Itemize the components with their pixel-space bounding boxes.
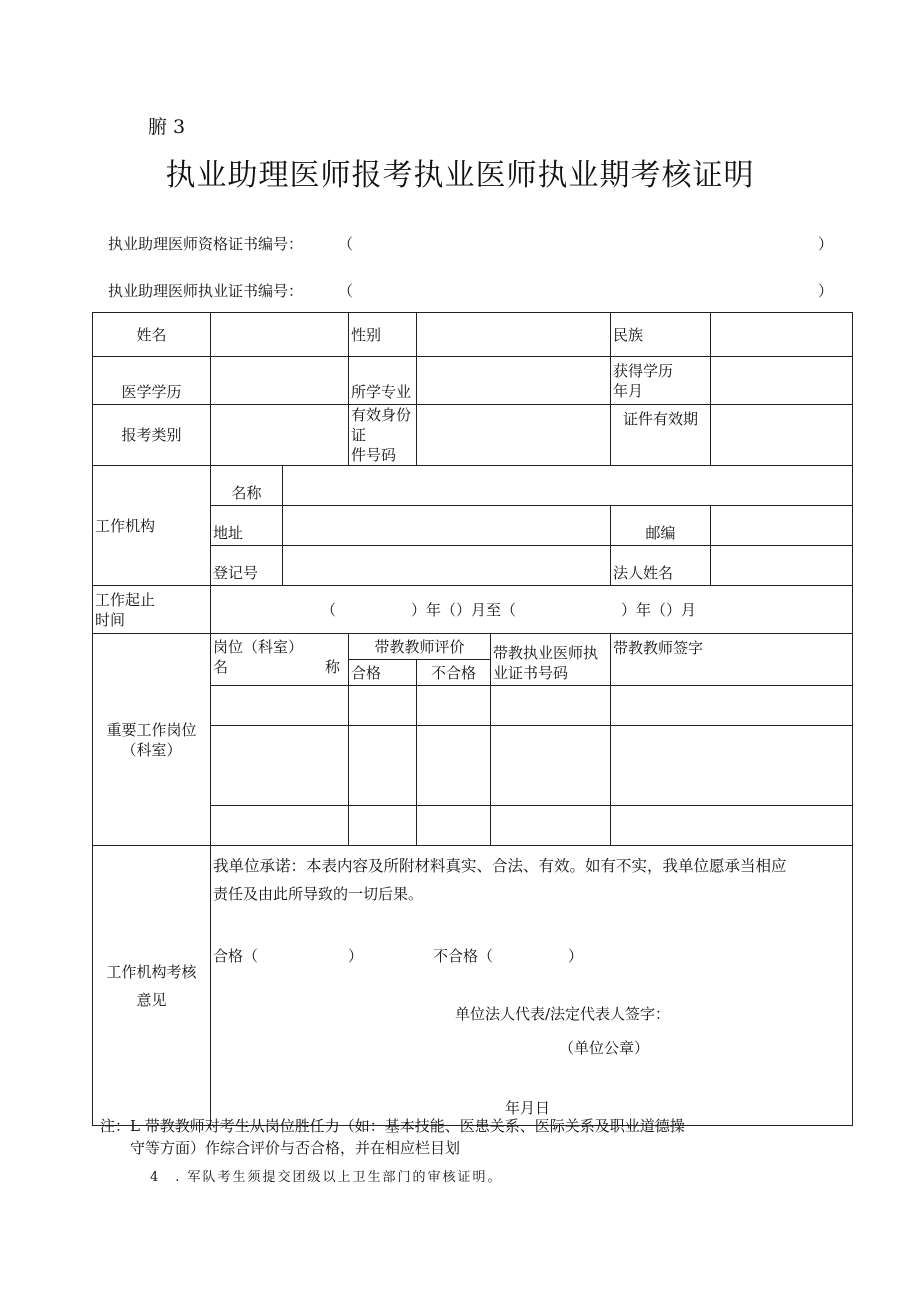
teacher-signature-cell[interactable] (611, 806, 853, 846)
post-name-cell[interactable] (211, 726, 349, 806)
registration-label: 登记号 (211, 546, 283, 586)
id-number-field[interactable] (417, 405, 611, 466)
page-title: 执业助理医师报考执业医师执业期考核证明 (165, 158, 755, 193)
work-period-text[interactable]: （ ）年（）月至（ ）年（）月 (211, 586, 853, 634)
degree-date-label-line1: 获得学历 (613, 361, 674, 380)
pass-cell[interactable] (349, 806, 417, 846)
postcode-field[interactable] (711, 506, 853, 546)
opinion-pass[interactable]: 合格（ ） (213, 947, 364, 965)
positions-label-line2: （科室） (121, 740, 182, 759)
unit-seal: （单位公章） (559, 1039, 650, 1057)
post-name-cell[interactable] (211, 686, 349, 726)
medical-degree-label: 医学学历 (93, 357, 211, 405)
opinion-label-line2: 意见 (136, 990, 167, 1009)
gender-label: 性别 (349, 313, 417, 357)
id-validity-label: 证件有效期 (611, 405, 711, 466)
post-name-header-line1: 岗位（科室） (213, 638, 304, 656)
teacher-signature-cell[interactable] (611, 686, 853, 726)
opinion-label-line1: 工作机构考核 (106, 962, 197, 981)
pass-header: 合格 (349, 660, 417, 686)
teacher-cert-cell[interactable] (491, 686, 611, 726)
major-label: 所学专业 (349, 357, 417, 405)
name-label: 姓名 (93, 313, 211, 357)
opinion-label (93, 846, 211, 1126)
practice-cert-label: 执业助理医师执业证书编号： (108, 282, 304, 300)
degree-date-label-line2: 年月 (613, 381, 644, 400)
teacher-eval-header: 带教教师评价 (349, 634, 491, 660)
qualification-cert-label: 执业助理医师资格证书编号： (108, 235, 304, 253)
post-name-header-char1: 名 (213, 658, 229, 676)
assessment-form (92, 312, 853, 1126)
teacher-signature-header: 带教教师签字 (611, 634, 853, 686)
institution-address-field[interactable] (283, 506, 611, 546)
exam-category-label: 报考类别 (93, 405, 211, 466)
post-name-cell[interactable] (211, 806, 349, 846)
note1-line2: 守等方面）作综合评价与否合格，并在相应栏目划 (100, 1139, 461, 1157)
registration-field[interactable] (283, 546, 611, 586)
teacher-cert-cell[interactable] (491, 806, 611, 846)
work-period-label-line2: 时间 (95, 610, 126, 629)
note1-line1: 注：L 带教教师对考生从岗位胜任力（如：基本技能、医患关系、医际关系及职业道德操 (100, 1117, 685, 1135)
opinion-date: 年月日 (505, 1099, 551, 1117)
degree-date-field[interactable] (711, 357, 853, 405)
teacher-signature-cell[interactable] (611, 726, 853, 806)
institution-label: 工作机构 (93, 466, 211, 586)
id-number-label-line1: 有效身份证 (351, 406, 412, 444)
id-number-label (349, 405, 417, 466)
teacher-cert-cell[interactable] (491, 726, 611, 806)
notes (100, 1115, 685, 1159)
legal-person-field[interactable] (711, 546, 853, 586)
qualification-cert-open-paren: （ (338, 235, 354, 253)
major-field[interactable] (417, 357, 611, 405)
legal-person-label: 法人姓名 (611, 546, 711, 586)
positions-label (93, 634, 211, 846)
ethnicity-label: 民族 (611, 313, 711, 357)
degree-date-label (611, 357, 711, 405)
medical-degree-field[interactable] (211, 357, 349, 405)
practice-cert-close-paren: ） (818, 282, 834, 300)
representative-signature: 单位法人代表/法定代表人签字： (455, 1005, 671, 1023)
institution-name-label: 名称 (211, 466, 283, 506)
opinion-fail[interactable]: 不合格（ ） (433, 947, 584, 965)
annex-label: 腑 3 (148, 116, 186, 138)
post-name-header (211, 634, 349, 686)
positions-label-line1: 重要工作岗位 (106, 720, 197, 739)
pledge-line2: 责任及由此所导致的一切后果。 (213, 885, 424, 903)
pledge-line1: 我单位承诺：本表内容及所附材料真实、合法、有效。如有不实，我单位愿承当相应 (213, 857, 787, 875)
id-number-label-line2: 件号码 (351, 446, 397, 464)
institution-address-label: 地址 (211, 506, 283, 546)
ethnicity-field[interactable] (711, 313, 853, 357)
exam-category-field[interactable] (211, 405, 349, 466)
work-period-label (93, 586, 211, 634)
id-validity-field[interactable] (711, 405, 853, 466)
post-name-header-char2: 称 (324, 658, 340, 676)
institution-name-field[interactable] (283, 466, 853, 506)
work-period-label-line1: 工作起止 (95, 590, 156, 609)
note2: 4 . 军队考生须提交团级以上卫生部门的审核证明。 (150, 1170, 503, 1185)
practice-cert-open-paren: （ (338, 282, 354, 300)
fail-cell[interactable] (417, 806, 491, 846)
qualification-cert-close-paren: ） (818, 235, 834, 253)
teacher-cert-header: 带教执业医师执业证书号码 (491, 634, 611, 686)
pass-cell[interactable] (349, 686, 417, 726)
fail-header: 不合格 (417, 660, 491, 686)
pass-cell[interactable] (349, 726, 417, 806)
fail-cell[interactable] (417, 686, 491, 726)
name-field[interactable] (211, 313, 349, 357)
fail-cell[interactable] (417, 726, 491, 806)
postcode-label: 邮编 (611, 506, 711, 546)
gender-field[interactable] (417, 313, 611, 357)
opinion-content (211, 846, 853, 1126)
